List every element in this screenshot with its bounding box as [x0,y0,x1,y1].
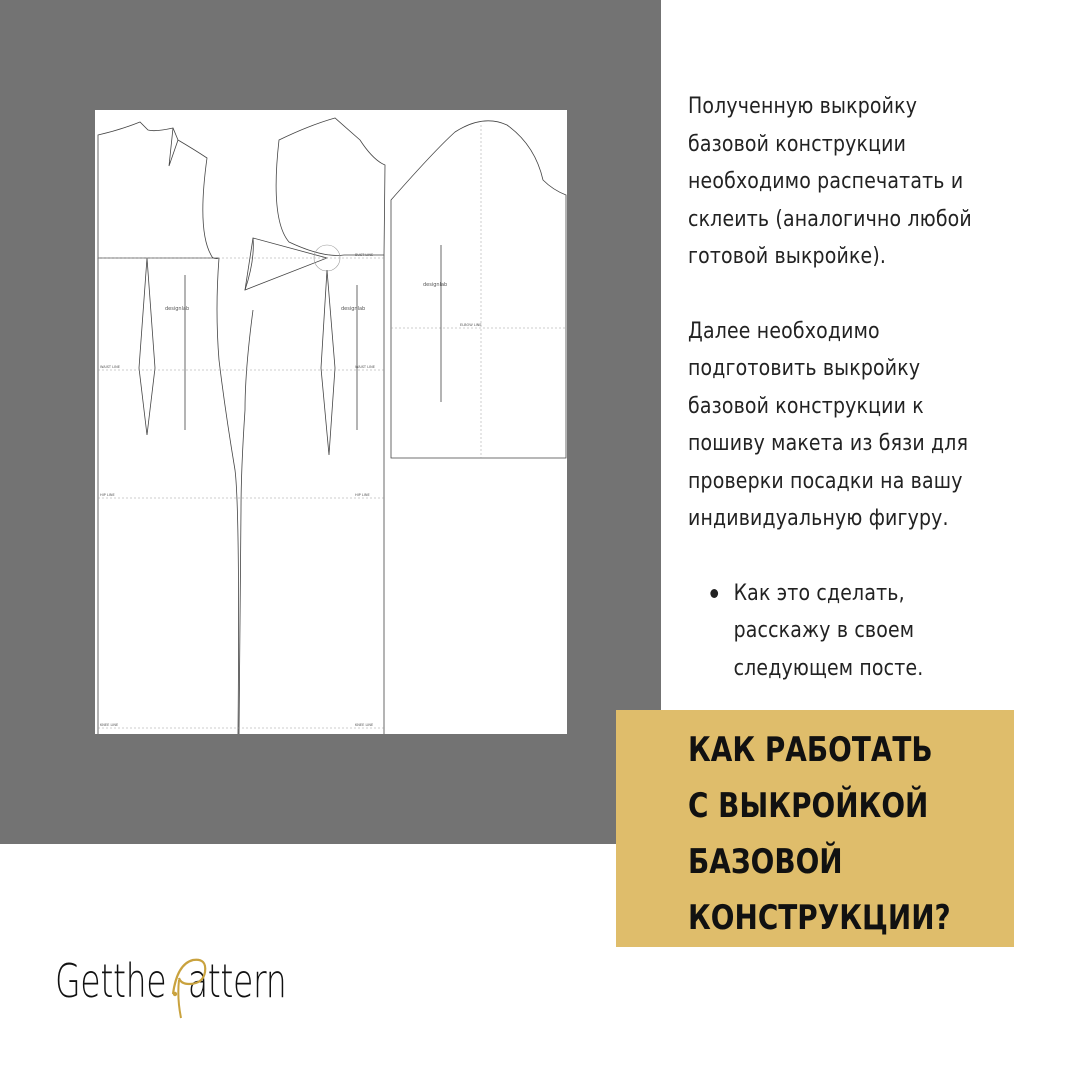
waist-line-label-back: WAIST LINE [100,365,120,369]
front-bust-dart [245,238,327,290]
sleeve-outline [391,121,566,458]
knee-line-label: KNEE LINE [355,723,374,727]
logo-text-a: Getthe [55,954,167,1008]
back-center-seam [217,258,239,734]
title-line-2: С ВЫКРОЙКОЙ [688,786,929,826]
paragraph-1: Полученную выкройку базовой конструкции необходимо распечатать и склеить (аналогично любой готовой выкройке). [688,94,972,269]
list-item [688,575,989,688]
front-brand-mark: designlab [341,306,366,312]
bullet-text: Как это сделать, расскажу в своем следующем посте. [733,580,924,681]
sleeve-brand-mark: designlab [423,282,448,288]
title-line-3: БАЗОВОЙ [688,842,843,882]
front-center-line [239,310,253,734]
front-waist-dart [321,270,335,455]
pattern-sheet-image [95,110,567,734]
needle-p-icon [163,948,213,1020]
bullet-dot-icon [710,589,718,598]
body-text [688,88,989,687]
logo-text-b: attern [187,954,287,1008]
knee-line-label-back: KNEE LINE [100,723,119,727]
sewing-pattern-drawing [95,110,567,734]
paragraph-2: Далее необходимо подготовить выкройку базовой конструкции к пошиву макета из бязи для проверки посадки на вашу индивидуальную фигуру. [688,318,969,531]
waist-line-label: WAIST LINE [355,365,375,369]
hip-line-label-back: HIP LINE [100,493,115,497]
back-brand-mark: designlab [165,306,190,312]
title-line-4: КОНСТРУКЦИИ? [688,898,951,938]
hip-line-label: HIP LINE [355,493,370,497]
back-bodice-outline [98,122,219,259]
bust-line-label: BUST LINE [355,253,374,257]
bullet-list [688,575,989,688]
back-dart [139,258,155,435]
title-line-1: КАК РАБОТАТЬ [688,730,933,770]
elbow-line-label: ELBOW LINE [460,323,482,327]
front-bodice-outline [276,118,385,255]
brand-logo [55,948,305,1020]
page-title [688,722,951,946]
